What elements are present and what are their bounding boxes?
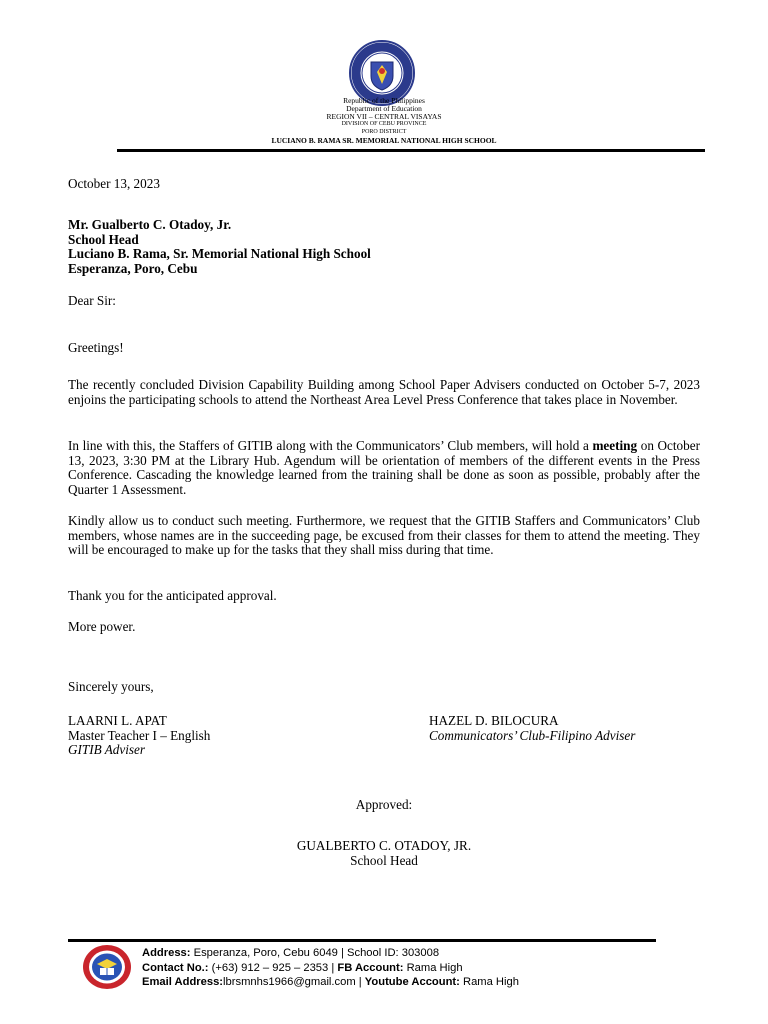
signatory-left-name: LAARNI L. APAT — [68, 713, 167, 728]
footer-divider — [68, 939, 656, 942]
footer-email-label: Email Address: — [142, 976, 224, 988]
footer-address-value: Esperanza, Poro, Cebu 6049 | School ID: 303008 — [190, 947, 440, 959]
approver-title: School Head — [350, 852, 418, 868]
header-region: REGION VII – CENTRAL VISAYAS — [326, 112, 442, 121]
header-department: Department of Education — [346, 104, 422, 113]
footer-address — [142, 946, 439, 960]
salutation: Dear Sir: — [68, 293, 116, 308]
paragraph-2 — [68, 439, 700, 497]
footer-email — [142, 975, 519, 989]
signatory-right-role: Communicators’ Club-Filipino Adviser — [429, 727, 636, 743]
signatory-right — [429, 714, 635, 743]
paragraph-3: Kindly allow us to conduct such meeting. Furthermore, we request that the GITIB Staffers and Communicators’ Club members, whose names are in the succeeding page, be excused from their classes for them to attend the meeting. They will be encouraged to make up for the tasks that they shall miss during that time. — [68, 513, 700, 558]
header-division: DIVISION OF CEBU PROVINCE — [341, 121, 427, 127]
recipient-block — [68, 218, 371, 276]
greeting: Greetings! — [68, 340, 124, 355]
header-divider — [117, 149, 705, 152]
recipient-title: School Head — [68, 231, 139, 247]
footer-address-label: Address: — [142, 947, 191, 959]
header-republic: Republic of the Philippines — [343, 96, 425, 105]
signatory-right-name: HAZEL D. BILOCURA — [429, 713, 559, 728]
signatory-left — [68, 714, 210, 758]
footer-fb-value: Rama High — [403, 962, 463, 974]
approved-label: Approved: — [355, 797, 413, 812]
footer-yt-label: Youtube Account: — [364, 976, 460, 988]
signatory-left-role: GITIB Adviser — [68, 742, 146, 758]
header-school-name: LUCIANO B. RAMA SR. MEMORIAL NATIONAL HIGH SCHOOL — [271, 136, 497, 145]
footer-contact-label: Contact No.: — [142, 962, 209, 974]
approver-name: GUALBERTO C. OTADOY, JR. — [296, 838, 472, 853]
paragraph-2-end: on October 13, 2023, 3:30 PM at the Library Hub. Agendum will be orientation of members of the different events in the Press Conference. Cascading the knowledge learned from the training shall be done as soon as possible, probably after the Quarter 1 Assessment. — [68, 438, 700, 497]
paragraph-4: Thank you for the anticipated approval. — [68, 588, 277, 603]
letter-date: October 13, 2023 — [68, 176, 160, 191]
school-seal-icon — [82, 944, 132, 990]
recipient-school: Luciano B. Rama, Sr. Memorial National High School — [68, 246, 371, 262]
recipient-address: Esperanza, Poro, Cebu — [68, 260, 198, 276]
approver-block — [0, 839, 768, 868]
header-district: PORO DISTRICT — [361, 129, 407, 135]
paragraph-5: More power. — [68, 619, 136, 634]
paragraph-2-bold: meeting — [592, 438, 638, 453]
footer-email-value: lbrsmnhs1966@gmail.com | — [223, 976, 365, 988]
paragraph-2-start: In line with this, the Staffers of GITIB along with the Communicators’ Club members, will hold a — [68, 438, 593, 453]
paragraph-1: The recently concluded Division Capability Building among School Paper Advisers conducted on October 5-7, 2023 enjoins the participating schools to attend the Northeast Area Level Press Conference that takes place in November. — [68, 377, 700, 407]
signatory-left-title: Master Teacher I – English — [68, 727, 211, 743]
footer-yt-value: Rama High — [459, 976, 519, 988]
recipient-name: Mr. Gualberto C. Otadoy, Jr. — [68, 217, 232, 232]
closing: Sincerely yours, — [68, 679, 154, 694]
footer-contact — [142, 961, 463, 975]
footer-fb-label: FB Account: — [337, 962, 404, 974]
footer-contact-value: (+63) 912 – 925 – 2353 | — [208, 962, 338, 974]
